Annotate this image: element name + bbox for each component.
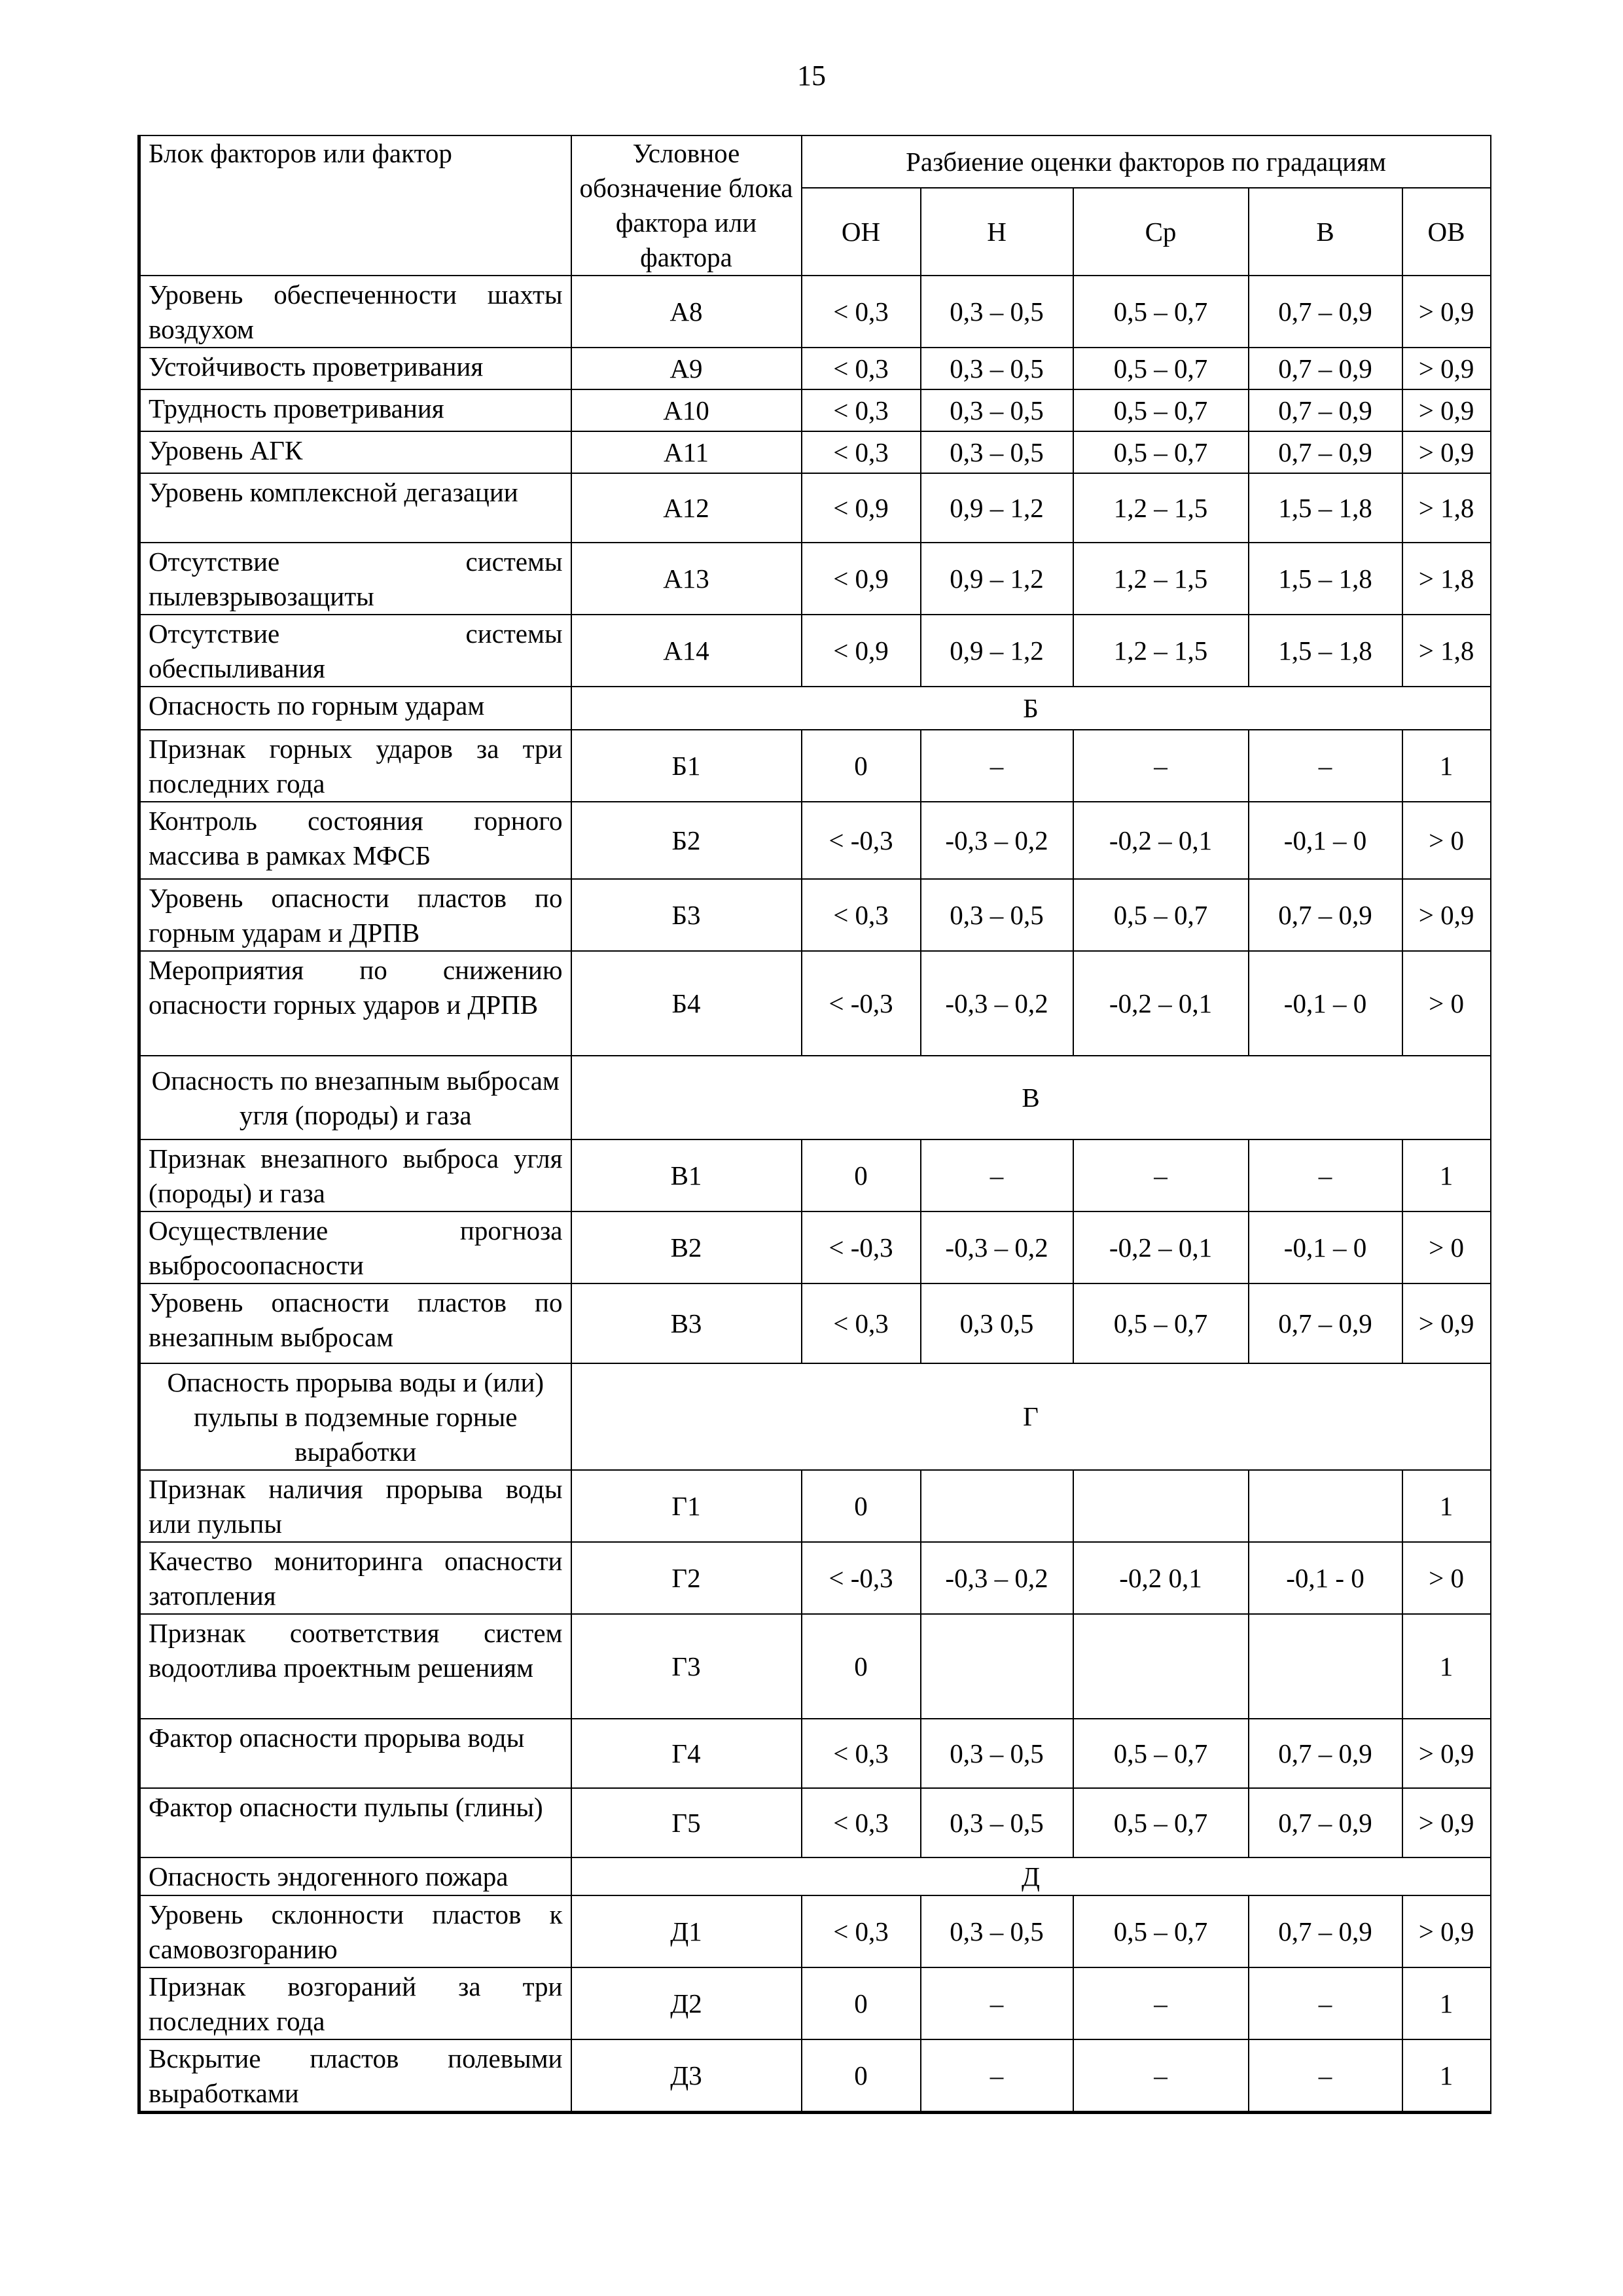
header-code: Условное обозначение блока фактора или фактора xyxy=(571,135,802,276)
grade-on-value: < 0,3 xyxy=(802,1283,921,1363)
grade-ov-value: > 0,9 xyxy=(1402,1283,1491,1363)
grade-sr-value: 0,5 – 0,7 xyxy=(1073,276,1249,348)
grade-n-value: 0,3 – 0,5 xyxy=(921,348,1073,389)
grade-n-value: 0,3 0,5 xyxy=(921,1283,1073,1363)
table-row xyxy=(139,615,1491,687)
table-row xyxy=(139,1895,1491,1967)
grade-v-value: 0,7 – 0,9 xyxy=(1249,1283,1402,1363)
factor-name: Признак возгораний за три последних года xyxy=(139,1967,571,2039)
table-row xyxy=(139,473,1491,543)
table-row xyxy=(139,1139,1491,1211)
table-row xyxy=(139,1283,1491,1363)
grade-n-value xyxy=(921,1470,1073,1542)
factor-name: Признак горных ударов за три последних года xyxy=(139,730,571,802)
grade-on-value: < 0,3 xyxy=(802,1719,921,1788)
grade-ov-value: > 1,8 xyxy=(1402,473,1491,543)
table-row xyxy=(139,543,1491,615)
grade-n-value: 0,3 – 0,5 xyxy=(921,1895,1073,1967)
grade-on-value: 0 xyxy=(802,1967,921,2039)
factor-name: Признак наличия прорыва воды или пульпы xyxy=(139,1470,571,1542)
table-row xyxy=(139,1542,1491,1614)
grade-sr-value: – xyxy=(1073,2039,1249,2113)
grade-n-value: – xyxy=(921,2039,1073,2113)
factor-code: Б1 xyxy=(571,730,802,802)
grade-n-value: 0,9 – 1,2 xyxy=(921,543,1073,615)
grade-ov-value: > 1,8 xyxy=(1402,615,1491,687)
grade-v-value: 1,5 – 1,8 xyxy=(1249,473,1402,543)
grade-sr-value: 0,5 – 0,7 xyxy=(1073,348,1249,389)
grade-v-value xyxy=(1249,1614,1402,1719)
header-grade-ov: ОВ xyxy=(1402,188,1491,276)
factor-name: Уровень опасности пластов по горным ударам и ДРПВ xyxy=(139,879,571,951)
grade-n-value: -0,3 – 0,2 xyxy=(921,1211,1073,1283)
grade-ov-value: 1 xyxy=(1402,2039,1491,2113)
grade-on-value: 0 xyxy=(802,1614,921,1719)
block-name: Опасность по горным ударам xyxy=(139,687,571,730)
factor-code: Г5 xyxy=(571,1788,802,1857)
grade-sr-value: 1,2 – 1,5 xyxy=(1073,473,1249,543)
grade-sr-value: -0,2 – 0,1 xyxy=(1073,802,1249,879)
factor-name: Трудность проветривания xyxy=(139,389,571,431)
header-grades: Разбиение оценки факторов по градациям xyxy=(802,135,1491,188)
factor-name: Уровень опасности пластов по внезапным выбросам xyxy=(139,1283,571,1363)
grade-v-value: -0,1 – 0 xyxy=(1249,1211,1402,1283)
grade-sr-value xyxy=(1073,1470,1249,1542)
grade-on-value: < 0,9 xyxy=(802,615,921,687)
grade-ov-value: > 0,9 xyxy=(1402,1788,1491,1857)
grade-sr-value: 0,5 – 0,7 xyxy=(1073,1283,1249,1363)
factor-code: В3 xyxy=(571,1283,802,1363)
grade-n-value: 0,9 – 1,2 xyxy=(921,473,1073,543)
factor-name: Осуществление прогноза выбросоопасности xyxy=(139,1211,571,1283)
page-number: 15 xyxy=(797,60,826,92)
grade-sr-value: 0,5 – 0,7 xyxy=(1073,431,1249,473)
table-row xyxy=(139,276,1491,348)
factor-grading-table xyxy=(137,135,1491,2114)
factor-code: Д2 xyxy=(571,1967,802,2039)
table-row xyxy=(139,802,1491,879)
grade-n-value: -0,3 – 0,2 xyxy=(921,1542,1073,1614)
table-row xyxy=(139,431,1491,473)
grade-v-value: 0,7 – 0,9 xyxy=(1249,431,1402,473)
grade-ov-value: > 0,9 xyxy=(1402,348,1491,389)
table-row xyxy=(139,879,1491,951)
block-code: Б xyxy=(571,687,1491,730)
grade-ov-value: > 0 xyxy=(1402,951,1491,1056)
block-name: Опасность прорыва воды и (или) пульпы в подземные горные выработки xyxy=(139,1363,571,1470)
factor-code: Б3 xyxy=(571,879,802,951)
block-code: Д xyxy=(571,1857,1491,1895)
factor-code: Д3 xyxy=(571,2039,802,2113)
header-grade-sr: Ср xyxy=(1073,188,1249,276)
grade-sr-value: 0,5 – 0,7 xyxy=(1073,389,1249,431)
grade-sr-value: 0,5 – 0,7 xyxy=(1073,1719,1249,1788)
grade-on-value: < 0,3 xyxy=(802,431,921,473)
factor-code: Г1 xyxy=(571,1470,802,1542)
grade-on-value: < 0,3 xyxy=(802,1788,921,1857)
grade-ov-value: > 1,8 xyxy=(1402,543,1491,615)
grade-n-value: -0,3 – 0,2 xyxy=(921,951,1073,1056)
grade-v-value: 1,5 – 1,8 xyxy=(1249,543,1402,615)
grade-n-value: – xyxy=(921,1967,1073,2039)
grade-v-value: -0,1 - 0 xyxy=(1249,1542,1402,1614)
grade-ov-value: > 0 xyxy=(1402,802,1491,879)
grade-sr-value: 0,5 – 0,7 xyxy=(1073,1788,1249,1857)
factor-name: Фактор опасности пульпы (глины) xyxy=(139,1788,571,1857)
grade-ov-value: > 0,9 xyxy=(1402,276,1491,348)
header-grade-n: Н xyxy=(921,188,1073,276)
grade-sr-value: – xyxy=(1073,730,1249,802)
factor-name: Признак соответствия систем водоотлива проектным решениям xyxy=(139,1614,571,1719)
grade-n-value: 0,3 – 0,5 xyxy=(921,879,1073,951)
factor-name: Фактор опасности прорыва воды xyxy=(139,1719,571,1788)
factor-name: Уровень склонности пластов к самовозгоранию xyxy=(139,1895,571,1967)
factor-code: Г3 xyxy=(571,1614,802,1719)
grade-v-value: -0,1 – 0 xyxy=(1249,802,1402,879)
grade-v-value: 0,7 – 0,9 xyxy=(1249,1788,1402,1857)
table-row xyxy=(139,951,1491,1056)
grade-on-value: < -0,3 xyxy=(802,1542,921,1614)
table-row xyxy=(139,1470,1491,1542)
grade-n-value: 0,3 – 0,5 xyxy=(921,1719,1073,1788)
factor-name: Уровень обеспеченности шахты воздухом xyxy=(139,276,571,348)
grade-n-value: -0,3 – 0,2 xyxy=(921,802,1073,879)
table-row xyxy=(139,1614,1491,1719)
table-row xyxy=(139,389,1491,431)
block-row xyxy=(139,1857,1491,1895)
factor-code: В2 xyxy=(571,1211,802,1283)
header-factor: Блок факторов или фактор xyxy=(139,135,571,276)
factor-name: Контроль состояния горного массива в рамках МФСБ xyxy=(139,802,571,879)
grade-sr-value: -0,2 – 0,1 xyxy=(1073,1211,1249,1283)
factor-name: Признак внезапного выброса угля (породы) и газа xyxy=(139,1139,571,1211)
grade-n-value xyxy=(921,1614,1073,1719)
grade-v-value: -0,1 – 0 xyxy=(1249,951,1402,1056)
header-grade-on: ОН xyxy=(802,188,921,276)
grade-n-value: 0,3 – 0,5 xyxy=(921,431,1073,473)
grade-sr-value: 0,5 – 0,7 xyxy=(1073,879,1249,951)
grade-v-value: 0,7 – 0,9 xyxy=(1249,1895,1402,1967)
grade-on-value: < 0,3 xyxy=(802,1895,921,1967)
grade-on-value: < 0,3 xyxy=(802,389,921,431)
grade-sr-value: -0,2 0,1 xyxy=(1073,1542,1249,1614)
grade-ov-value: > 0,9 xyxy=(1402,431,1491,473)
grade-ov-value: > 0,9 xyxy=(1402,1895,1491,1967)
grade-v-value: 0,7 – 0,9 xyxy=(1249,879,1402,951)
grade-on-value: < 0,3 xyxy=(802,348,921,389)
factor-code: А9 xyxy=(571,348,802,389)
factor-code: А10 xyxy=(571,389,802,431)
grade-v-value: – xyxy=(1249,1139,1402,1211)
block-name: Опасность эндогенного пожара xyxy=(139,1857,571,1895)
factor-code: А8 xyxy=(571,276,802,348)
grade-n-value: 0,3 – 0,5 xyxy=(921,389,1073,431)
grade-on-value: < -0,3 xyxy=(802,1211,921,1283)
factor-name: Отсутствие системы пылевзрывозащиты xyxy=(139,543,571,615)
grade-ov-value: 1 xyxy=(1402,730,1491,802)
block-row xyxy=(139,1056,1491,1139)
grade-v-value: 0,7 – 0,9 xyxy=(1249,389,1402,431)
factor-code: В1 xyxy=(571,1139,802,1211)
grade-on-value: < -0,3 xyxy=(802,951,921,1056)
grade-sr-value: 0,5 – 0,7 xyxy=(1073,1895,1249,1967)
block-code: Г xyxy=(571,1363,1491,1470)
factor-name: Мероприятия по снижению опасности горных ударов и ДРПВ xyxy=(139,951,571,1056)
grade-n-value: 0,3 – 0,5 xyxy=(921,276,1073,348)
grade-n-value: 0,9 – 1,2 xyxy=(921,615,1073,687)
grade-sr-value: -0,2 – 0,1 xyxy=(1073,951,1249,1056)
table-row xyxy=(139,1211,1491,1283)
factor-code: А13 xyxy=(571,543,802,615)
grade-n-value: – xyxy=(921,730,1073,802)
header-grade-v: В xyxy=(1249,188,1402,276)
factor-code: Б4 xyxy=(571,951,802,1056)
grade-v-value: 0,7 – 0,9 xyxy=(1249,1719,1402,1788)
factor-code: Б2 xyxy=(571,802,802,879)
block-name: Опасность по внезапным выбросам угля (породы) и газа xyxy=(139,1056,571,1139)
grade-sr-value: 1,2 – 1,5 xyxy=(1073,615,1249,687)
grade-ov-value: > 0,9 xyxy=(1402,389,1491,431)
factor-code: Г2 xyxy=(571,1542,802,1614)
block-row xyxy=(139,687,1491,730)
grade-ov-value: > 0 xyxy=(1402,1542,1491,1614)
factor-code: А14 xyxy=(571,615,802,687)
factor-name: Вскрытие пластов полевыми выработками xyxy=(139,2039,571,2113)
table-row xyxy=(139,730,1491,802)
grade-v-value: 1,5 – 1,8 xyxy=(1249,615,1402,687)
grade-v-value: 0,7 – 0,9 xyxy=(1249,276,1402,348)
grade-v-value: – xyxy=(1249,2039,1402,2113)
grade-sr-value: – xyxy=(1073,1139,1249,1211)
grade-ov-value: 1 xyxy=(1402,1470,1491,1542)
table-row xyxy=(139,348,1491,389)
grade-ov-value: > 0,9 xyxy=(1402,1719,1491,1788)
grade-n-value: 0,3 – 0,5 xyxy=(921,1788,1073,1857)
table-row xyxy=(139,1788,1491,1857)
table-row xyxy=(139,1719,1491,1788)
grade-v-value xyxy=(1249,1470,1402,1542)
block-code: В xyxy=(571,1056,1491,1139)
grade-on-value: 0 xyxy=(802,2039,921,2113)
factor-code: Г4 xyxy=(571,1719,802,1788)
grade-on-value: 0 xyxy=(802,1139,921,1211)
grade-ov-value: 1 xyxy=(1402,1967,1491,2039)
table-row xyxy=(139,2039,1491,2113)
block-row xyxy=(139,1363,1491,1470)
grade-sr-value xyxy=(1073,1614,1249,1719)
grade-v-value: – xyxy=(1249,730,1402,802)
grade-on-value: < -0,3 xyxy=(802,802,921,879)
factor-code: А11 xyxy=(571,431,802,473)
grade-on-value: < 0,3 xyxy=(802,276,921,348)
grade-sr-value: – xyxy=(1073,1967,1249,2039)
grade-on-value: < 0,9 xyxy=(802,543,921,615)
factor-code: Д1 xyxy=(571,1895,802,1967)
grade-v-value: 0,7 – 0,9 xyxy=(1249,348,1402,389)
grade-ov-value: > 0,9 xyxy=(1402,879,1491,951)
grade-ov-value: 1 xyxy=(1402,1139,1491,1211)
grade-ov-value: 1 xyxy=(1402,1614,1491,1719)
grade-on-value: 0 xyxy=(802,1470,921,1542)
grade-on-value: < 0,9 xyxy=(802,473,921,543)
header-row-1 xyxy=(139,135,1491,188)
factor-name: Уровень АГК xyxy=(139,431,571,473)
grade-v-value: – xyxy=(1249,1967,1402,2039)
grade-on-value: < 0,3 xyxy=(802,879,921,951)
table-row xyxy=(139,1967,1491,2039)
factor-name: Отсутствие системы обеспыливания xyxy=(139,615,571,687)
factor-name: Устойчивость проветривания xyxy=(139,348,571,389)
factor-name: Качество мониторинга опасности затопления xyxy=(139,1542,571,1614)
grade-ov-value: > 0 xyxy=(1402,1211,1491,1283)
grade-sr-value: 1,2 – 1,5 xyxy=(1073,543,1249,615)
grade-on-value: 0 xyxy=(802,730,921,802)
factor-name: Уровень комплексной дегазации xyxy=(139,473,571,543)
factor-code: А12 xyxy=(571,473,802,543)
grade-n-value: – xyxy=(921,1139,1073,1211)
